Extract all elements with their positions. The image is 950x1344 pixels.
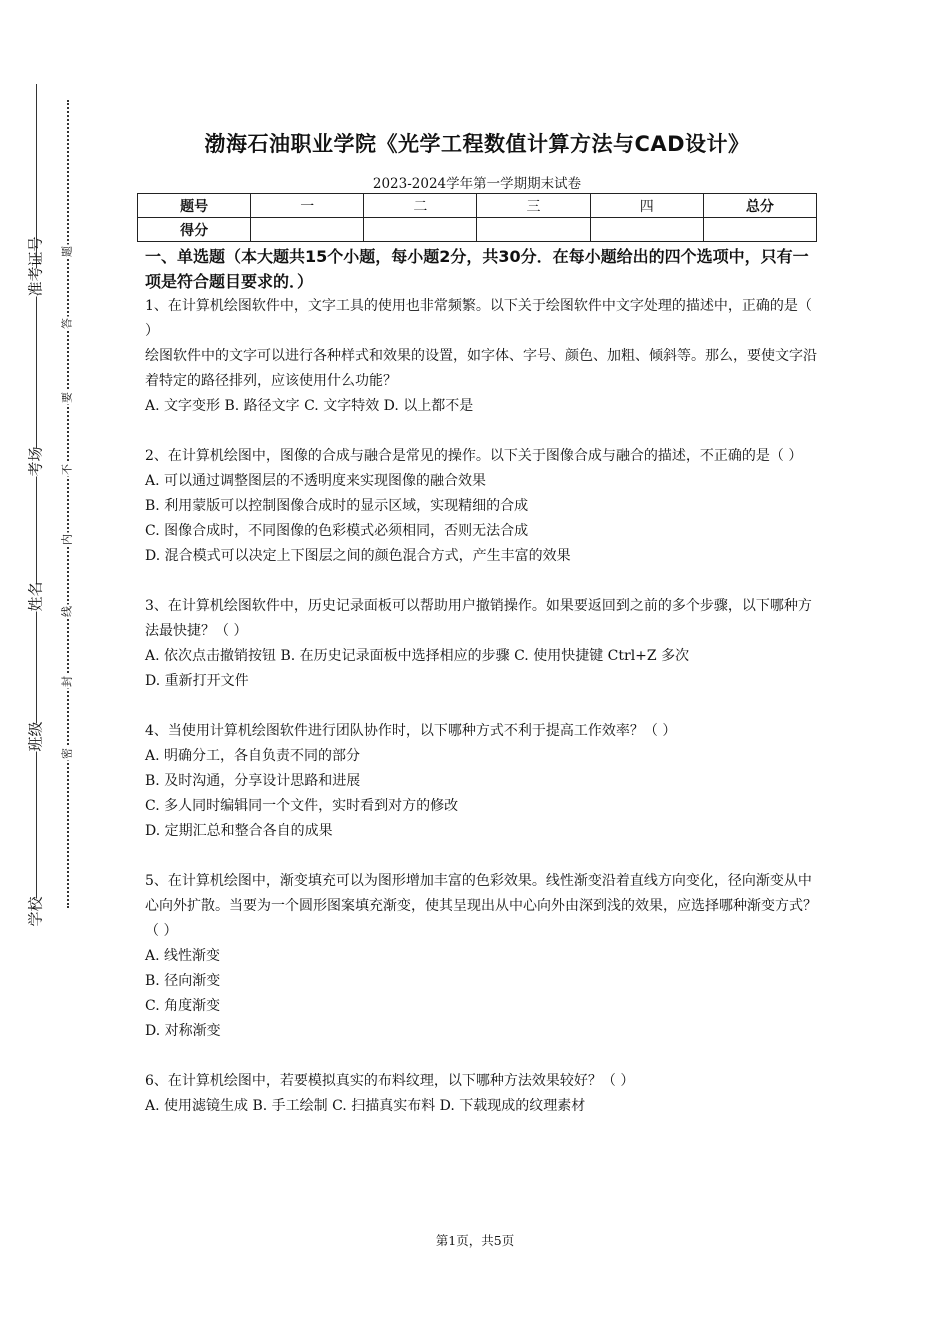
- question-1: [145, 294, 817, 419]
- question-6: [145, 1069, 817, 1119]
- score-table-header-row: [138, 194, 817, 218]
- exam-subtitle: 2023-2024学年第一学期期末试卷: [372, 176, 582, 192]
- question-2: [145, 444, 817, 569]
- score-input-cell: [703, 218, 816, 242]
- score-input-cell: [477, 218, 590, 242]
- seal-char: 密: [60, 748, 74, 759]
- label-school: 学校: [26, 896, 45, 927]
- option-b: B. 径向渐变: [145, 973, 221, 989]
- option-c: C. 多人同时编辑同一个文件，实时看到对方的修改: [145, 798, 459, 814]
- seal-char: 要: [60, 392, 74, 403]
- option-a: A. 可以通过调整图层的不透明度来实现图像的融合效果: [145, 473, 487, 489]
- score-cell: 四: [590, 194, 703, 218]
- question-text: 1、在计算机绘图软件中，文字工具的使用也非常频繁。以下关于绘图软件中文字处理的描述中，正确的是（ ）: [145, 298, 812, 339]
- question-5: [145, 869, 817, 1044]
- question-options: A. 文字变形 B. 路径文字 C. 文字特效 D. 以上都不是: [145, 398, 474, 414]
- option-d: D. 定期汇总和整合各自的成果: [145, 823, 333, 839]
- binding-solid-line: [36, 84, 37, 924]
- question-options: A. 使用滤镜生成 B. 手工绘制 C. 扫描真实布料 D. 下载现成的纹理素材: [145, 1098, 586, 1114]
- label-exam-room: 考场: [26, 446, 45, 477]
- section-heading: 一、单选题（本大题共15个小题，每小题2分，共30分．在每小题给出的四个选项中，只有一项是符合题目要求的．）: [145, 247, 809, 291]
- questions-content: [145, 244, 817, 1119]
- option-b: B. 及时沟通，分享设计思路和进展: [145, 773, 361, 789]
- question-text: 4、当使用计算机绘图软件进行团队协作时，以下哪种方式不利于提高工作效率？（ ）: [145, 723, 677, 739]
- question-text: 绘图软件中的文字可以进行各种样式和效果的设置，如字体、字号、颜色、加粗、倾斜等。那么，要使文字沿着特定的路径排列，应该使用什么功能？: [145, 348, 817, 389]
- score-cell: 题号: [138, 194, 251, 218]
- question-text: 2、在计算机绘图中，图像的合成与融合是常见的操作。以下关于图像合成与融合的描述，不正确的是（ ）: [145, 448, 803, 464]
- score-table: [137, 193, 817, 242]
- option-b: B. 利用蒙版可以控制图像合成时的显示区域，实现精细的合成: [145, 498, 529, 514]
- seal-char: 封: [60, 676, 74, 687]
- option-d: D. 对称渐变: [145, 1023, 221, 1039]
- question-text: 6、在计算机绘图中，若要模拟真实的布料纹理，以下哪种方法效果较好？（ ）: [145, 1073, 635, 1089]
- score-cell: 得分: [138, 218, 251, 242]
- score-cell: 二: [364, 194, 477, 218]
- score-cell: 总分: [703, 194, 816, 218]
- seal-dotted-line: [67, 100, 69, 908]
- question-3: [145, 594, 817, 694]
- score-input-cell: [364, 218, 477, 242]
- label-class: 班级: [26, 721, 45, 752]
- option-a: A. 线性渐变: [145, 948, 221, 964]
- question-text: 3、在计算机绘图软件中，历史记录面板可以帮助用户撤销操作。如果要返回到之前的多个步骤，以下哪种方法最快捷？（ ）: [145, 598, 812, 639]
- option-c: C. 角度渐变: [145, 998, 221, 1014]
- option-d: D. 混合模式可以决定上下图层之间的颜色混合方式，产生丰富的效果: [145, 548, 571, 564]
- option-a: A. 明确分工，各自负责不同的部分: [145, 748, 361, 764]
- exam-title: 渤海石油职业学院《光学工程数值计算方法与CAD设计》: [204, 132, 750, 156]
- score-input-cell: [251, 218, 364, 242]
- seal-char: 线: [60, 606, 74, 617]
- option-d: D. 重新打开文件: [145, 673, 249, 689]
- question-options: A. 依次点击撤销按钮 B. 在历史记录面板中选择相应的步骤 C. 使用快捷键 Ctrl+Z 多次: [145, 648, 690, 664]
- seal-char: 答: [60, 318, 74, 329]
- score-input-cell: [590, 218, 703, 242]
- score-table-score-row: [138, 218, 817, 242]
- score-cell: 一: [251, 194, 364, 218]
- seal-char: 题: [60, 246, 74, 257]
- page-footer: 第1页，共5页: [435, 1233, 515, 1248]
- label-name: 姓名: [26, 581, 45, 612]
- question-text: 5、在计算机绘图中，渐变填充可以为图形增加丰富的色彩效果。线性渐变沿着直线方向变化，径向渐变从中心向外扩散。当要为一个圆形图案填充渐变，使其呈现出从中心向外由深到浅的效果，应选择哪种渐变方式？（ ）: [145, 873, 817, 939]
- option-c: C. 图像合成时，不同图像的色彩模式必须相同，否则无法合成: [145, 523, 529, 539]
- label-exam-number: 准考证号: [26, 236, 45, 297]
- score-cell: 三: [477, 194, 590, 218]
- seal-char: 内: [60, 534, 74, 545]
- binding-margin: [0, 0, 90, 1344]
- question-4: [145, 719, 817, 844]
- seal-char: 不: [60, 464, 74, 475]
